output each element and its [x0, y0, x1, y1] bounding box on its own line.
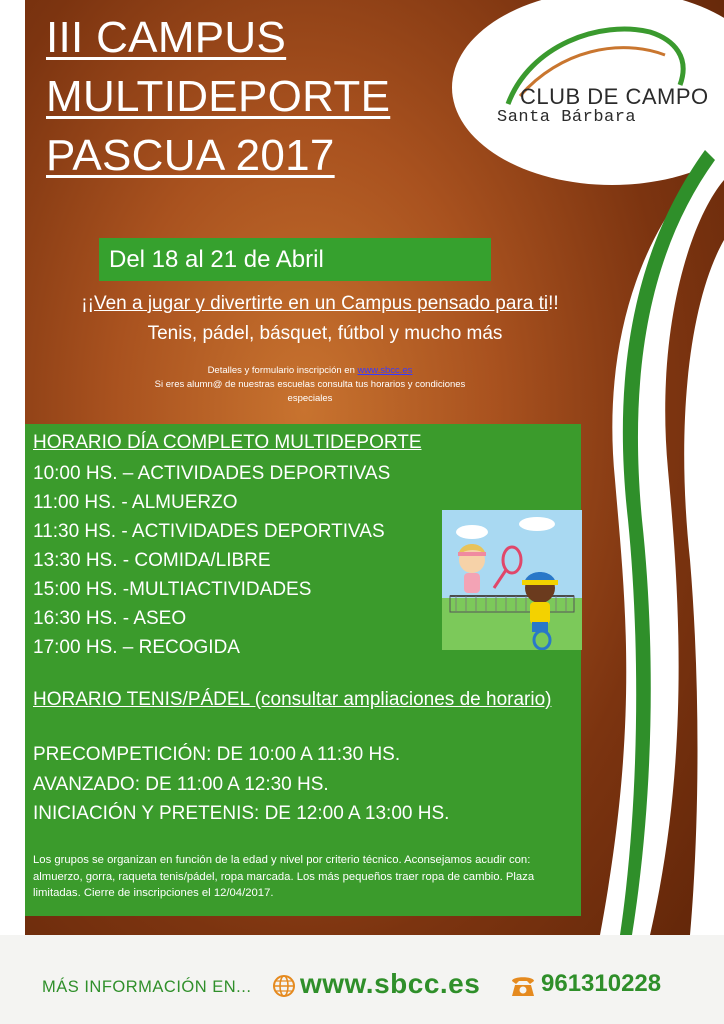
- details-link[interactable]: www.sbcc.es: [357, 365, 413, 376]
- info-note: Los grupos se organizan en función de la edad y nivel por criterio técnico. Aconsejamos acudir con: almuerzo, gorra, raqueta tenis/pádel, ropa marcada. Los más pequeños traer ropa de cambio. Plaza limitadas. Cierre de inscripciones el 12/04/2017.: [33, 854, 535, 899]
- phone-icon: [509, 973, 537, 999]
- schedule-heading: HORARIO DÍA COMPLETO MULTIDEPORTE: [33, 432, 422, 453]
- tagline-main: Ven a jugar y divertirte en un Campus pensado para ti: [93, 293, 549, 314]
- schedule-item: 11:30 HS. - ACTIVIDADES DEPORTIVAS: [33, 521, 385, 542]
- schedule-item: 11:00 HS. - ALMUERZO: [33, 492, 238, 513]
- sports-list: Tenis, pádel, básquet, fútbol y mucho más: [147, 323, 503, 344]
- schedule-item: 15:00 HS. -MULTIACTIVIDADES: [33, 579, 312, 600]
- schedule-item: 16:30 HS. - ASEO: [33, 608, 187, 629]
- tennis-item: INICIACIÓN Y PRETENIS: DE 12:00 A 13:00 HS.: [33, 803, 450, 824]
- details-line-1: Detalles y formulario inscripción en: [207, 365, 358, 376]
- footer-website-link[interactable]: www.sbcc.es: [300, 968, 481, 999]
- tennis-heading: HORARIO TENIS/PÁDEL (consultar ampliaciones de horario): [33, 689, 552, 710]
- footer-phone[interactable]: 961310228: [541, 970, 662, 997]
- schedule-item: 10:00 HS. – ACTIVIDADES DEPORTIVAS: [33, 463, 391, 484]
- schedule-panel: [25, 424, 581, 916]
- details-line-2: Si eres alumn@ de nuestras escuelas consulta tus horarios y condiciones especiales: [154, 379, 466, 404]
- tagline: [30, 293, 610, 315]
- title-line-1: III CAMPUS: [46, 13, 287, 62]
- title-line-2: MULTIDEPORTE: [46, 72, 391, 121]
- details-text: [140, 364, 480, 406]
- footer-label: MÁS INFORMACIÓN EN...: [42, 978, 252, 996]
- tennis-item: PRECOMPETICIÓN: DE 10:00 A 11:30 HS.: [33, 744, 401, 765]
- tagline-prefix: ¡¡: [81, 293, 94, 314]
- tennis-item: AVANZADO: DE 11:00 A 12:30 HS.: [33, 773, 329, 795]
- globe-icon: [272, 974, 296, 998]
- title-line-3: PASCUA 2017: [46, 131, 335, 180]
- tennis-kids-illustration: [442, 510, 582, 650]
- date-banner: Del 18 al 21 de Abril: [99, 238, 491, 281]
- logo-club-name: CLUB DE CAMPO: [520, 84, 709, 109]
- schedule-item: 13:30 HS. - COMIDA/LIBRE: [33, 550, 271, 571]
- tennis-list: [33, 740, 449, 829]
- schedule-list: [33, 459, 390, 662]
- logo-club-location: Santa Bárbara: [497, 108, 637, 127]
- tagline-suffix: !!: [548, 293, 559, 314]
- schedule-item: 17:00 HS. – RECOGIDA: [33, 637, 240, 658]
